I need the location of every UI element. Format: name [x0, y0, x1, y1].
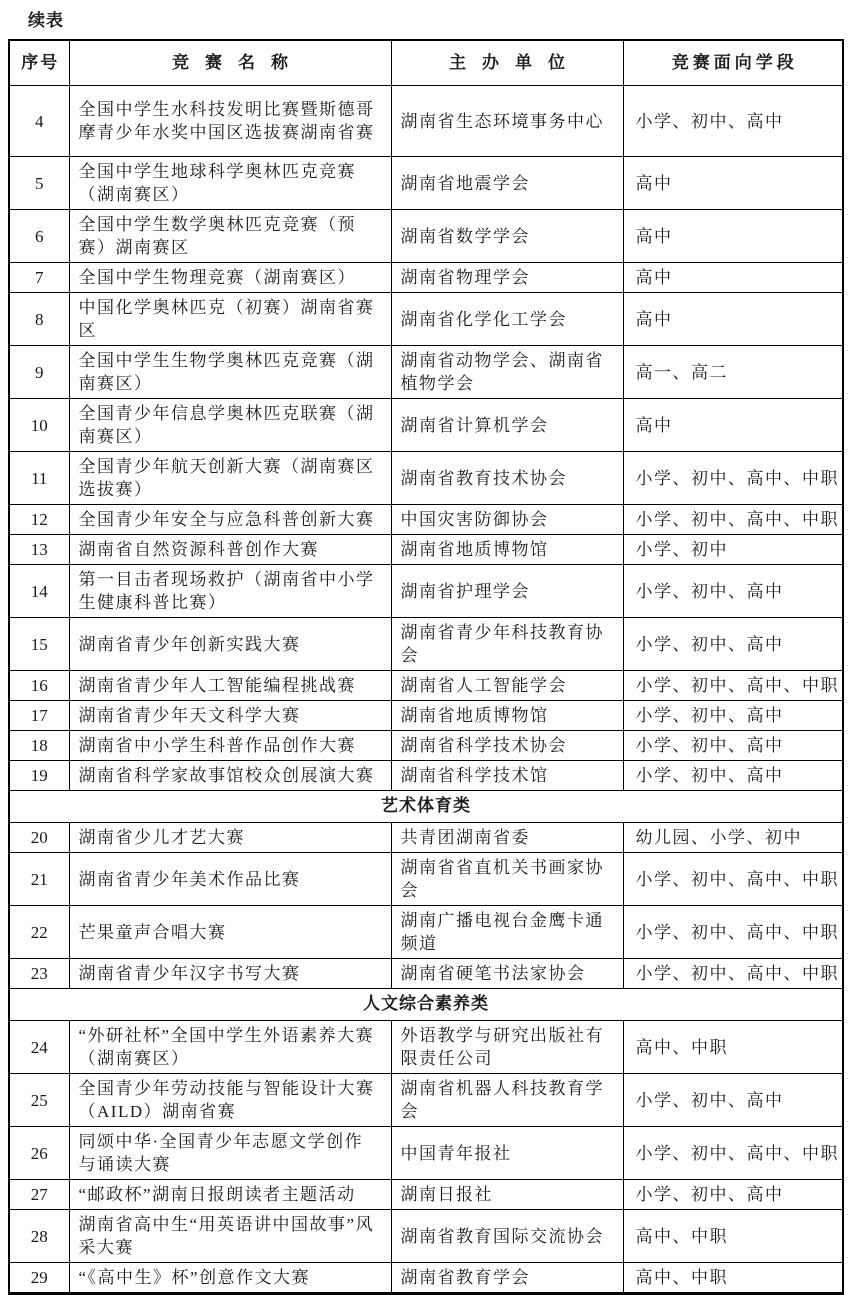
- row-number-cell: 15: [9, 618, 69, 671]
- section-row: [9, 989, 843, 1021]
- row-number-cell: 26: [9, 1127, 69, 1180]
- row-number-cell: 21: [9, 853, 69, 906]
- table-row: [9, 1263, 843, 1294]
- organizer-cell: 湖南省教育学会: [391, 1263, 623, 1294]
- table-row: [9, 1127, 843, 1180]
- row-number-cell: 23: [9, 959, 69, 989]
- competition-name-cell: 全国中学生数学奥林匹克竞赛（预赛）湖南赛区: [69, 210, 391, 263]
- column-header: 序号: [9, 40, 69, 86]
- organizer-cell: 湖南省人工智能学会: [391, 671, 623, 701]
- stage-cell: 小学、初中: [623, 535, 843, 565]
- competition-table: [8, 39, 844, 1295]
- row-number-cell: 18: [9, 731, 69, 761]
- table-row: [9, 210, 843, 263]
- table-row: [9, 618, 843, 671]
- stage-cell: 小学、初中、高中: [623, 86, 843, 157]
- organizer-cell: 湖南省护理学会: [391, 565, 623, 618]
- stage-cell: 高一、高二: [623, 346, 843, 399]
- row-number-cell: 12: [9, 505, 69, 535]
- table-row: [9, 853, 843, 906]
- section-label: 人文综合素养类: [9, 989, 843, 1021]
- row-number-cell: 13: [9, 535, 69, 565]
- competition-name-cell: 湖南省青少年美术作品比赛: [69, 853, 391, 906]
- stage-cell: 小学、初中、高中: [623, 1180, 843, 1210]
- organizer-cell: 湖南省青少年科技教育协会: [391, 618, 623, 671]
- competition-name-cell: 全国青少年信息学奥林匹克联赛（湖南赛区）: [69, 399, 391, 452]
- organizer-cell: 湖南省教育技术协会: [391, 452, 623, 505]
- stage-cell: 小学、初中、高中: [623, 761, 843, 791]
- stage-cell: 小学、初中、高中、中职: [623, 671, 843, 701]
- organizer-cell: 湖南省省直机关书画家协会: [391, 853, 623, 906]
- organizer-cell: 湖南省物理学会: [391, 263, 623, 293]
- table-row: [9, 157, 843, 210]
- competition-name-cell: 全国中学生生物学奥林匹克竞赛（湖南赛区）: [69, 346, 391, 399]
- competition-name-cell: “邮政杯”湖南日报朗读者主题活动: [69, 1180, 391, 1210]
- stage-cell: 小学、初中、高中、中职: [623, 853, 843, 906]
- stage-cell: 幼儿园、小学、初中: [623, 823, 843, 853]
- row-number-cell: 22: [9, 906, 69, 959]
- row-number-cell: 7: [9, 263, 69, 293]
- stage-cell: 小学、初中、高中: [623, 618, 843, 671]
- competition-name-cell: 湖南省少儿才艺大赛: [69, 823, 391, 853]
- competition-name-cell: 全国青少年劳动技能与智能设计大赛（AILD）湖南省赛: [69, 1074, 391, 1127]
- stage-cell: 小学、初中、高中、中职: [623, 959, 843, 989]
- competition-name-cell: 同颂中华·全国青少年志愿文学创作与诵读大赛: [69, 1127, 391, 1180]
- table-row: [9, 399, 843, 452]
- stage-cell: 小学、初中、高中、中职: [623, 1127, 843, 1180]
- table-row: [9, 565, 843, 618]
- row-number-cell: 25: [9, 1074, 69, 1127]
- table-row: [9, 823, 843, 853]
- organizer-cell: 湖南省科学技术协会: [391, 731, 623, 761]
- stage-cell: 高中、中职: [623, 1210, 843, 1263]
- organizer-cell: 湖南省科学技术馆: [391, 761, 623, 791]
- row-number-cell: 28: [9, 1210, 69, 1263]
- stage-cell: 高中: [623, 293, 843, 346]
- table-row: [9, 959, 843, 989]
- competition-name-cell: 湖南省高中生“用英语讲中国故事”风采大赛: [69, 1210, 391, 1263]
- competition-name-cell: “《高中生》杯”创意作文大赛: [69, 1263, 391, 1294]
- table-row: [9, 346, 843, 399]
- table-row: [9, 1021, 843, 1074]
- organizer-cell: 外语教学与研究出版社有限责任公司: [391, 1021, 623, 1074]
- organizer-cell: 湖南省地质博物馆: [391, 701, 623, 731]
- stage-cell: 高中: [623, 210, 843, 263]
- table-header: [9, 40, 843, 86]
- organizer-cell: 湖南广播电视台金鹰卡通频道: [391, 906, 623, 959]
- row-number-cell: 5: [9, 157, 69, 210]
- column-header: 主办单位: [391, 40, 623, 86]
- competition-name-cell: 全国青少年航天创新大赛（湖南赛区选拔赛）: [69, 452, 391, 505]
- stage-cell: 小学、初中、高中: [623, 701, 843, 731]
- header-row: [9, 40, 843, 86]
- competition-name-cell: 芒果童声合唱大赛: [69, 906, 391, 959]
- row-number-cell: 27: [9, 1180, 69, 1210]
- table-row: [9, 1180, 843, 1210]
- row-number-cell: 8: [9, 293, 69, 346]
- table-row: [9, 761, 843, 791]
- row-number-cell: 16: [9, 671, 69, 701]
- organizer-cell: 湖南日报社: [391, 1180, 623, 1210]
- stage-cell: 小学、初中、高中: [623, 565, 843, 618]
- column-header: 竞赛名称: [69, 40, 391, 86]
- row-number-cell: 20: [9, 823, 69, 853]
- row-number-cell: 11: [9, 452, 69, 505]
- table-body: [9, 86, 843, 1294]
- table-row: [9, 535, 843, 565]
- continued-table-label: 续表: [28, 11, 64, 31]
- table-row: [9, 671, 843, 701]
- organizer-cell: 湖南省计算机学会: [391, 399, 623, 452]
- competition-name-cell: 全国中学生物理竞赛（湖南赛区）: [69, 263, 391, 293]
- organizer-cell: 湖南省动物学会、湖南省植物学会: [391, 346, 623, 399]
- stage-cell: 小学、初中、高中、中职: [623, 452, 843, 505]
- stage-cell: 小学、初中、高中: [623, 1074, 843, 1127]
- table-row: [9, 293, 843, 346]
- competition-name-cell: 湖南省自然资源科普创作大赛: [69, 535, 391, 565]
- stage-cell: 高中、中职: [623, 1263, 843, 1294]
- competition-name-cell: 湖南省科学家故事馆校众创展演大赛: [69, 761, 391, 791]
- table-row: [9, 1074, 843, 1127]
- competition-name-cell: 全国青少年安全与应急科普创新大赛: [69, 505, 391, 535]
- table-row: [9, 701, 843, 731]
- table-row: [9, 906, 843, 959]
- competition-name-cell: 第一目击者现场救护（湖南省中小学生健康科普比赛）: [69, 565, 391, 618]
- stage-cell: 小学、初中、高中、中职: [623, 906, 843, 959]
- table-row: [9, 505, 843, 535]
- organizer-cell: 湖南省教育国际交流协会: [391, 1210, 623, 1263]
- table-row: [9, 452, 843, 505]
- row-number-cell: 14: [9, 565, 69, 618]
- table-row: [9, 86, 843, 157]
- table-row: [9, 731, 843, 761]
- organizer-cell: 湖南省硬笔书法家协会: [391, 959, 623, 989]
- row-number-cell: 17: [9, 701, 69, 731]
- organizer-cell: 中国青年报社: [391, 1127, 623, 1180]
- row-number-cell: 9: [9, 346, 69, 399]
- competition-name-cell: 全国中学生水科技发明比赛暨斯德哥摩青少年水奖中国区选拔赛湖南省赛: [69, 86, 391, 157]
- stage-cell: 高中、中职: [623, 1021, 843, 1074]
- stage-cell: 小学、初中、高中: [623, 731, 843, 761]
- organizer-cell: 湖南省数学学会: [391, 210, 623, 263]
- row-number-cell: 4: [9, 86, 69, 157]
- row-number-cell: 29: [9, 1263, 69, 1294]
- organizer-cell: 湖南省机器人科技教育学会: [391, 1074, 623, 1127]
- stage-cell: 高中: [623, 157, 843, 210]
- organizer-cell: 湖南省地震学会: [391, 157, 623, 210]
- competition-name-cell: 湖南省中小学生科普作品创作大赛: [69, 731, 391, 761]
- organizer-cell: 湖南省生态环境事务中心: [391, 86, 623, 157]
- organizer-cell: 湖南省化学化工学会: [391, 293, 623, 346]
- section-row: [9, 791, 843, 823]
- stage-cell: 高中: [623, 263, 843, 293]
- competition-name-cell: 湖南省青少年创新实践大赛: [69, 618, 391, 671]
- competition-name-cell: 湖南省青少年人工智能编程挑战赛: [69, 671, 391, 701]
- section-label: 艺术体育类: [9, 791, 843, 823]
- row-number-cell: 6: [9, 210, 69, 263]
- row-number-cell: 24: [9, 1021, 69, 1074]
- table-row: [9, 263, 843, 293]
- organizer-cell: 共青团湖南省委: [391, 823, 623, 853]
- table-row: [9, 1210, 843, 1263]
- stage-cell: 高中: [623, 399, 843, 452]
- row-number-cell: 10: [9, 399, 69, 452]
- competition-name-cell: “外研社杯”全国中学生外语素养大赛（湖南赛区）: [69, 1021, 391, 1074]
- competition-name-cell: 湖南省青少年天文科学大赛: [69, 701, 391, 731]
- competition-name-cell: 中国化学奥林匹克（初赛）湖南省赛区: [69, 293, 391, 346]
- competition-name-cell: 湖南省青少年汉字书写大赛: [69, 959, 391, 989]
- organizer-cell: 湖南省地质博物馆: [391, 535, 623, 565]
- organizer-cell: 中国灾害防御协会: [391, 505, 623, 535]
- competition-name-cell: 全国中学生地球科学奥林匹克竞赛（湖南赛区）: [69, 157, 391, 210]
- row-number-cell: 19: [9, 761, 69, 791]
- column-header: 竞赛面向学段: [623, 40, 843, 86]
- stage-cell: 小学、初中、高中、中职: [623, 505, 843, 535]
